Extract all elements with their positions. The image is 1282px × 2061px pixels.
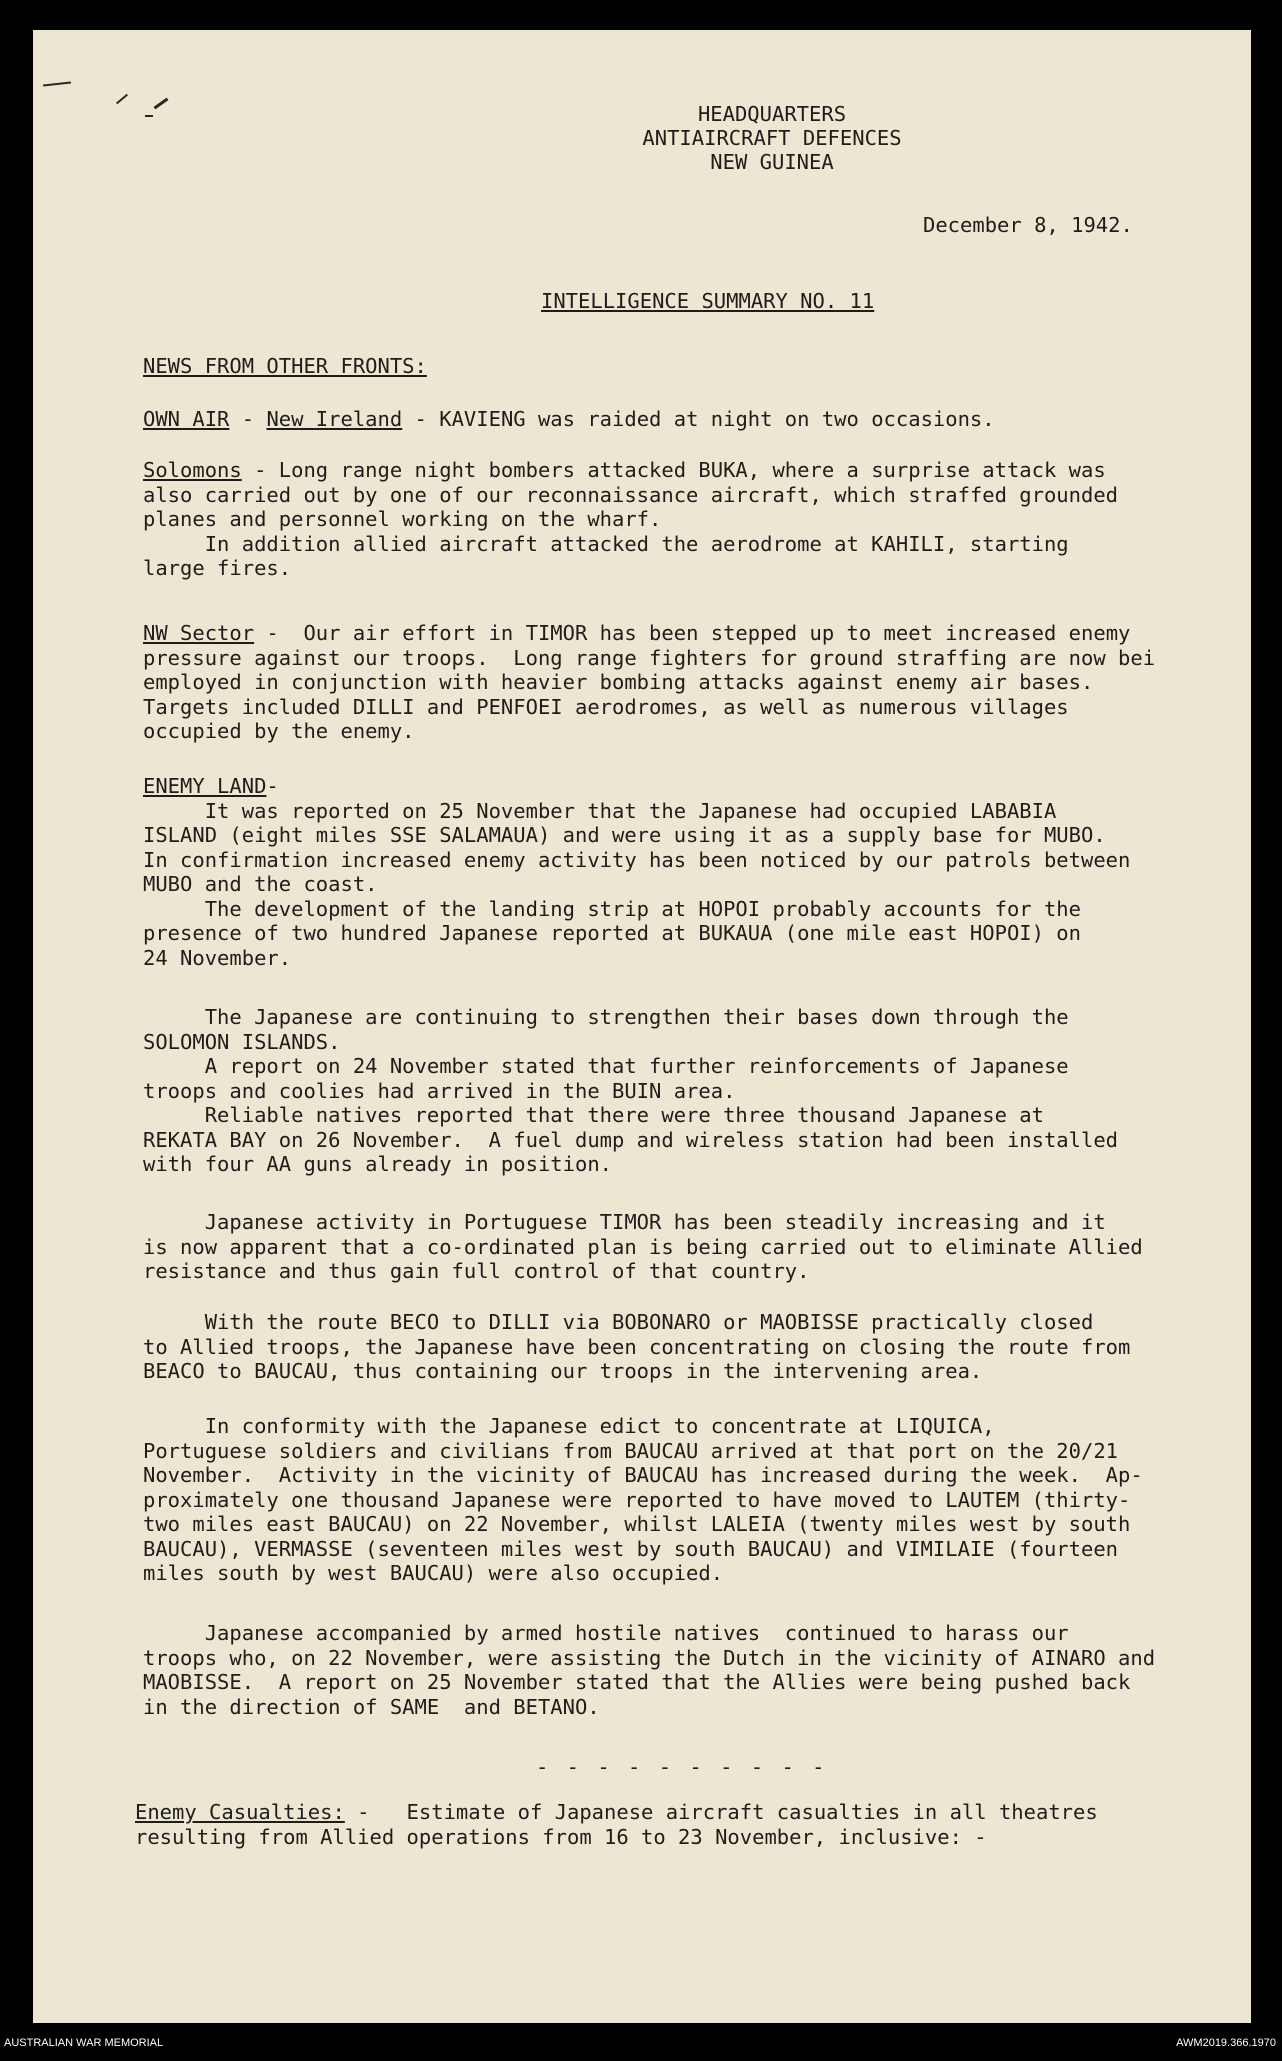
enemy-land-line: 24 November. [143, 945, 292, 970]
solomons-line: planes and personnel working on the wharf. [143, 507, 662, 531]
enemy-land-line: resistance and thus gain full control of that country. [143, 1259, 810, 1283]
enemy-land-line: troops and coolies had arrived in the BUIN area. [143, 1078, 736, 1103]
enemy-land-line: November. Activity in the vicinity of BAUCAU has increased during the week. Ap- [143, 1463, 1143, 1487]
document-title: INTELLIGENCE SUMMARY NO. 11 [541, 289, 875, 313]
enemy-land-line: Portuguese soldiers and civilians from BAUCAU arrived at that port on the 20/21 [143, 1438, 1119, 1463]
enemy-land-line: The Japanese are continuing to strengthen their bases down through the [143, 1005, 1069, 1029]
solomons-line: - Long range night bombers attacked BUKA, where a surprise attack was [241, 458, 1106, 482]
enemy-land-label: ENEMY LAND [143, 774, 267, 798]
enemy-land-line: MUBO and the coast. [143, 872, 378, 896]
enemy-land-line: MAOBISSE. A report on 25 November stated that the Allies were being pushed back [143, 1670, 1131, 1694]
nw-sector-line: occupied by the enemy. [143, 719, 415, 743]
solomons-paragraph [143, 458, 1203, 581]
enemy-land-line: two miles east BAUCAU) on 22 November, whilst LALEIA (twenty miles west by south [143, 1512, 1131, 1536]
enemy-land-line: in the direction of SAME and BETANO. [143, 1694, 600, 1719]
enemy-land-paragraph-3 [143, 1210, 1203, 1284]
nw-sector-label: NW Sector [143, 621, 255, 645]
enemy-land-line: ISLAND (eight miles SSE SALAMAUA) and were using it as a supply base for MUBO. [143, 823, 1106, 847]
nw-sector-line: - Our air effort in TIMOR has been stepped up to meet increased enemy [254, 621, 1131, 645]
enemy-land-paragraph-5 [143, 1414, 1203, 1586]
solomons-label: Solomons [143, 458, 242, 482]
casualties-paragraph [135, 1800, 1195, 1849]
own-air-text: - KAVIENG was raided at night on two occasions. [402, 407, 995, 431]
footer-institution: AUSTRALIAN WAR MEMORIAL [4, 2037, 164, 2049]
solomons-line: large fires. [143, 556, 292, 580]
enemy-land-line: SOLOMON ISLANDS. [143, 1029, 341, 1054]
casualties-line: - Estimate of Japanese aircraft casualties in all theatres [344, 1800, 1098, 1824]
footer-accession-number: AWM2019.366.1970 [1176, 2037, 1276, 2049]
news-heading: NEWS FROM OTHER FRONTS: [143, 354, 427, 378]
letterhead-line-2: ANTIAIRCRAFT DEFENCES [642, 126, 902, 150]
enemy-land-line: is now apparent that a co-ordinated plan is being carried out to eliminate Allied [143, 1234, 1143, 1259]
own-air-sublabel: New Ireland [266, 407, 403, 431]
enemy-land-line: BEACO to BAUCAU, thus containing our troops in the intervening area. [143, 1359, 983, 1383]
enemy-land-line: to Allied troops, the Japanese have been concentrating on closing the route from [143, 1334, 1131, 1359]
enemy-land-line: proximately one thousand Japanese were reported to have moved to LAUTEM (thirty- [143, 1487, 1131, 1512]
document-page [33, 30, 1251, 2023]
enemy-land-line: REKATA BAY on 26 November. A fuel dump and wireless station had been installed [143, 1127, 1119, 1152]
enemy-land-line: With the route BECO to DILLI via BOBONARO or MAOBISSE practically closed [143, 1310, 1094, 1334]
enemy-land-line: miles south by west BAUCAU) were also occupied. [143, 1561, 724, 1585]
own-air-sep: - [229, 407, 267, 431]
enemy-land-suffix: - [266, 774, 279, 798]
enemy-land-paragraph-6 [143, 1621, 1203, 1719]
enemy-land-line: presence of two hundred Japanese reported at BUKAUA (one mile east HOPOI) on [143, 921, 1081, 945]
separator-dashes: - - - - - - - - - - [536, 1755, 828, 1779]
enemy-land-line: Reliable natives reported that there were three thousand Japanese at [143, 1103, 1044, 1127]
enemy-land-line: It was reported on 25 November that the Japanese had occupied LABABIA [143, 798, 1057, 823]
letterhead [33, 102, 1251, 174]
section-heading-news [143, 354, 1203, 379]
nw-sector-line: Targets included DILLI and PENFOEI aerodromes, as well as numerous villages [143, 694, 1069, 719]
solomons-line: also carried out by one of our reconnaissance aircraft, which straffed grounded [143, 482, 1119, 507]
nw-sector-line: pressure against our troops. Long range fighters for ground straffing are now bei [143, 645, 1156, 670]
nw-sector-line: employed in conjunction with heavier bombing attacks against enemy air bases. [143, 670, 1094, 694]
enemy-land-paragraph-4 [143, 1310, 1203, 1384]
enemy-land-line: In conformity with the Japanese edict to concentrate at LIQUICA, [143, 1414, 995, 1438]
nw-sector-paragraph [143, 621, 1203, 744]
enemy-land-paragraph-2 [143, 1005, 1203, 1177]
own-air-label: OWN AIR [143, 407, 230, 431]
enemy-land-line: BAUCAU), VERMASSE (seventeen miles west by south BAUCAU) and VIMILAIE (fourteen [143, 1536, 1119, 1561]
solomons-line: In addition allied aircraft attacked the aerodrome at KAHILI, starting [143, 531, 1069, 556]
letterhead-line-3: NEW GUINEA [710, 150, 834, 174]
ink-mark [43, 82, 71, 87]
casualties-line: resulting from Allied operations from 16 to 23 November, inclusive: - [135, 1824, 987, 1849]
letterhead-line-1: HEADQUARTERS [697, 102, 847, 126]
casualties-label: Enemy Casualties: [135, 1800, 345, 1824]
enemy-land-line: A report on 24 November stated that further reinforcements of Japanese [143, 1054, 1069, 1078]
enemy-land-line: Japanese accompanied by armed hostile natives continued to harass our [143, 1621, 1069, 1645]
enemy-land-line: The development of the landing strip at HOPOI probably accounts for the [143, 896, 1081, 921]
enemy-land-line: Japanese activity in Portuguese TIMOR has been steadily increasing and it [143, 1210, 1106, 1234]
document-date: December 8, 1942. [923, 213, 1133, 237]
enemy-land-section [143, 774, 1203, 970]
enemy-land-line: In confirmation increased enemy activity has been noticed by our patrols between [143, 847, 1131, 872]
own-air-paragraph [143, 407, 1203, 432]
enemy-land-line: troops who, on 22 November, were assisting the Dutch in the vicinity of AINARO and [143, 1645, 1156, 1670]
enemy-land-line: with four AA guns already in position. [143, 1152, 612, 1176]
